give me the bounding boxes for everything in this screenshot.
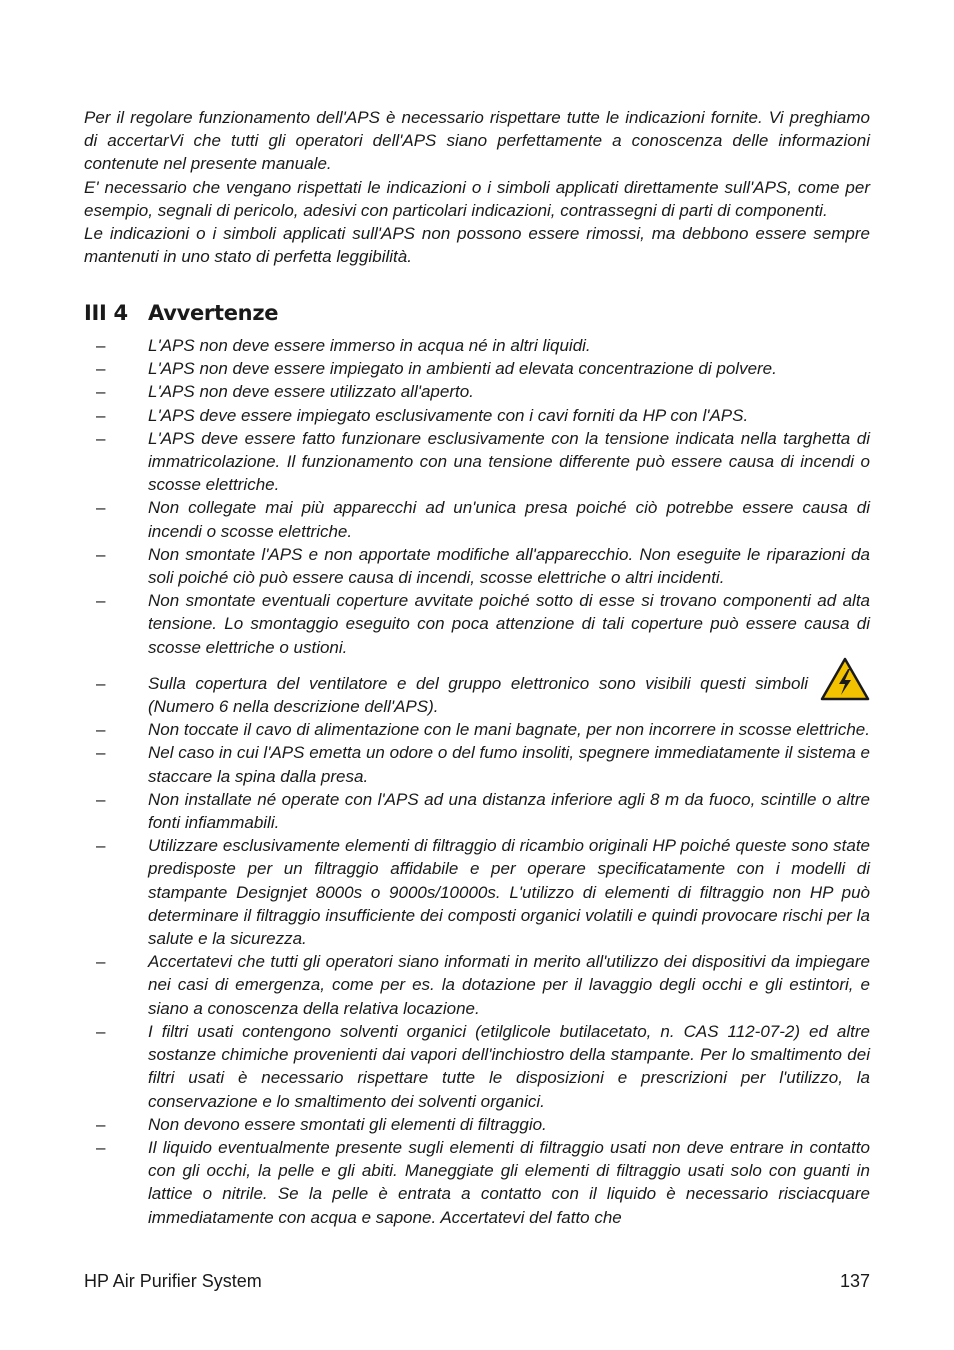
high-voltage-warning-icon bbox=[820, 657, 870, 701]
list-item-text: Nel caso in cui l'APS emetta un odore o del fumo insoliti, spegnere immediatamente il sistema e staccare la spina dalla presa. bbox=[148, 743, 870, 786]
list-item-text: Il liquido eventualmente presente sugli elementi di filtraggio usati non deve entrare in contatto con gli occhi, la pelle e gli abiti. Maneggiate gli elementi di filtraggio usati solo con guanti in lattice o nitrile. Se la pelle è entrata a contatto con il liquido è necessario risciacquare immediatamente con acqua e sapone. Accertatevi del fatto che bbox=[148, 1137, 870, 1227]
bullet-dash: – bbox=[96, 544, 106, 564]
section-title: Avvertenze bbox=[148, 301, 279, 325]
list-item bbox=[84, 543, 870, 589]
section-heading bbox=[84, 298, 278, 328]
intro-paragraph: Per il regolare funzionamento dell'APS è necessario rispettare tutte le indicazioni fornite. Vi preghiamo di accertarVi che tutti gli operatori dell'APS siano perfettamente a conoscenza delle informazioni contenute nel presente manuale. bbox=[84, 108, 870, 174]
list-item bbox=[84, 496, 870, 542]
list-item bbox=[84, 380, 870, 403]
list-item bbox=[84, 950, 870, 1020]
list-item-text: Non devono essere smontati gli elementi di filtraggio. bbox=[148, 1114, 547, 1134]
list-item bbox=[84, 404, 870, 427]
list-item-text: L'APS deve essere fatto funzionare esclusivamente con la tensione indicata nella targhetta di immatricolazione. Il funzionamento con una tensione differente può essere causa di incendi o scosse elettriche. bbox=[148, 428, 870, 495]
list-item bbox=[84, 334, 870, 357]
footer-product-name: HP Air Purifier System bbox=[84, 1271, 262, 1291]
list-item-text: Non smontate l'APS e non apportate modifiche all'apparecchio. Non eseguite le riparazioni da soli poiché ciò può essere causa di incendi, scosse elettriche o altri incidenti. bbox=[148, 544, 870, 588]
list-item bbox=[84, 788, 870, 834]
bullet-dash: – bbox=[96, 336, 106, 355]
list-item-text: L'APS non deve essere utilizzato all'aperto. bbox=[148, 382, 474, 402]
list-item-text: I filtri usati contengono solventi organici (etilglicole butilacetato, n. CAS 112-07-2) ed altre sostanze chimiche provenienti dai vapori dell'inchiostro della stampante. Per lo smaltimento dei filtri usati è necessario rispettare tutte le disposizioni e prescrizioni per l'utilizzo, la conservazione e lo smaltimento dei solventi organici. bbox=[148, 1021, 870, 1111]
list-item bbox=[84, 589, 870, 659]
bullet-dash: – bbox=[96, 836, 106, 856]
list-item bbox=[84, 834, 870, 950]
list-item-text: Non installate né operate con l'APS ad una distanza inferiore agli 8 m da fuoco, scintille o altre fonti infiammabili. bbox=[148, 789, 870, 833]
list-item bbox=[84, 741, 870, 787]
warnings-list bbox=[84, 334, 870, 1229]
bullet-dash: – bbox=[96, 1021, 106, 1041]
list-item bbox=[84, 357, 870, 380]
list-item-text: Utilizzare esclusivamente elementi di filtraggio di ricambio originali HP poiché queste sono state predisposte per un filtraggio affidabile e per operare specificatamente con i modelli di stampante Designjet 8000s o 9000s/10000s. L'utilizzo di elementi di filtraggio non HP può determinare il filtraggio insufficiente dei composti organici volatili e quindi provocare rischi per la salute e la sicurezza. bbox=[148, 836, 870, 949]
intro-paragraph: Le indicazioni o i simboli applicati sull'APS non possono essere rimossi, ma debbono essere sempre mantenuti in uno stato di perfetta leggibilità. bbox=[84, 224, 870, 267]
list-item-text: Accertatevi che tutti gli operatori siano informati in merito all'utilizzo dei dispositivi da impiegare nei casi di emergenza, come per es. la dotazione per il lavaggio degli occhi e gli estintori, e siano a conoscenza della relativa locazione. bbox=[148, 952, 870, 1018]
bullet-dash: – bbox=[96, 952, 106, 972]
bullet-dash: – bbox=[96, 743, 106, 763]
list-item bbox=[84, 1113, 870, 1136]
bullet-dash: – bbox=[96, 789, 106, 809]
bullet-dash: – bbox=[96, 405, 106, 425]
list-item bbox=[84, 718, 870, 741]
list-item-text: L'APS non deve essere immerso in acqua né in altri liquidi. bbox=[148, 336, 591, 355]
list-item-text: L'APS non deve essere impiegato in ambienti ad elevata concentrazione di polvere. bbox=[148, 359, 777, 379]
intro-text bbox=[84, 106, 870, 268]
bullet-dash: – bbox=[96, 498, 106, 518]
section-number: III 4 bbox=[84, 301, 128, 325]
list-item-text: L'APS deve essere impiegato esclusivamente con i cavi forniti da HP con l'APS. bbox=[148, 405, 749, 425]
list-item-text: Sulla copertura del ventilatore e del gruppo elettronico sono visibili questi simboli (Numero 6 nella descrizione dell'APS). bbox=[148, 673, 808, 717]
intro-paragraph: E' necessario che vengano rispettati le indicazioni o i simboli applicati direttamente sull'APS, come per esempio, segnali di pericolo, adesivi con particolari indicazioni, contrassegni di parti di componenti. bbox=[84, 177, 870, 220]
list-item-text: Non toccate il cavo di alimentazione con le mani bagnate, per non incorrere in scosse elettriche. bbox=[148, 720, 870, 740]
list-item bbox=[84, 672, 870, 718]
list-item bbox=[84, 1020, 870, 1113]
list-item-text: Non collegate mai più apparecchi ad un'unica presa poiché ciò potrebbe essere causa di incendi o scosse elettriche. bbox=[148, 498, 870, 541]
bullet-dash: – bbox=[96, 382, 106, 402]
bullet-dash: – bbox=[96, 359, 106, 379]
bullet-dash: – bbox=[96, 591, 106, 611]
list-item bbox=[84, 1136, 870, 1229]
list-item-text: Non smontate eventuali coperture avvitate poiché sotto di esse si trovano componenti ad alta tensione. Lo smontaggio eseguito con poca attenzione di tali coperture può essere causa di scosse elettriche o ustioni. bbox=[148, 591, 870, 657]
list-item bbox=[84, 427, 870, 497]
bullet-dash: – bbox=[96, 428, 106, 448]
bullet-dash: – bbox=[96, 673, 106, 693]
page-number: 137 bbox=[839, 1271, 870, 1291]
bullet-dash: – bbox=[96, 1114, 106, 1134]
bullet-dash: – bbox=[96, 720, 106, 740]
bullet-dash: – bbox=[96, 1137, 106, 1157]
